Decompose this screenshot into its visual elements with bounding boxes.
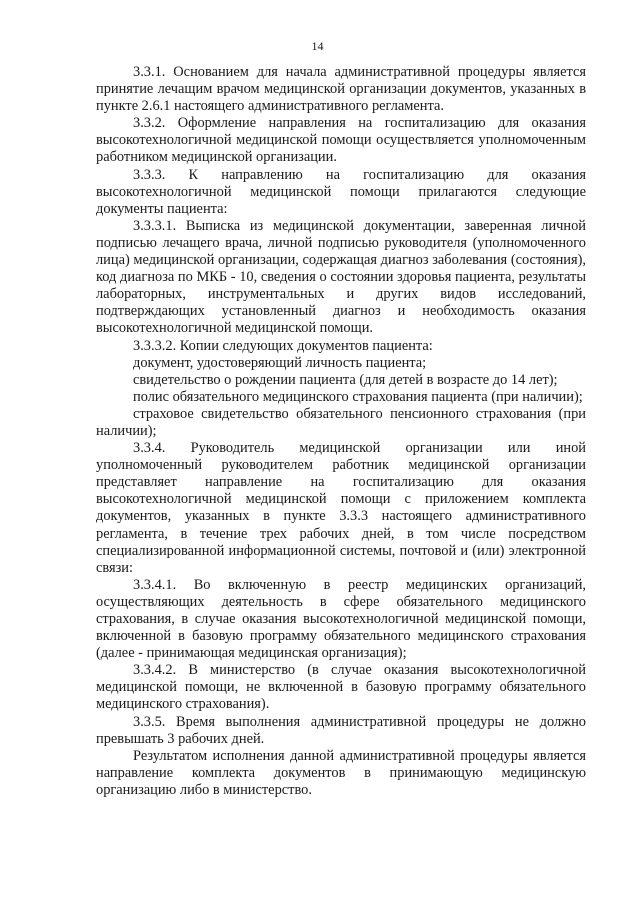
paragraph-3-3-4: 3.3.4. Руководитель медицинской организации или иной уполномоченный руководителем работник медицинской организации представляет направление на госпитализацию для оказания высокотехнологичной медицинской помощи с приложением комплекта документов, указанных в пункте 3.3.3 настоящего административного регламента, в течение трех рабочих дней, в том числе посредством специализированной информационной системы, почтовой и (или) электронной связи: <box>96 440 586 576</box>
paragraph-3-3-4-2: 3.3.4.2. В министерство (в случае оказания высокотехнологичной медицинской помощи, не включенной в базовую программу обязательного медицинского страхования). <box>96 662 586 713</box>
paragraph-3-3-3-2: 3.3.3.2. Копии следующих документов пациента: <box>133 337 433 354</box>
paragraph-3-3-3: 3.3.3. К направлению на госпитализацию для оказания высокотехнологичной медицинской помощи прилагаются следующие документы пациента: <box>96 166 586 217</box>
paragraph-3-3-4-1: 3.3.4.1. Во включенную в реестр медицинских организаций, осуществляющих деятельность в сфере обязательного медицинского страхования, в случае оказания высокотехнологичной медицинской помощи, включенной в базовую программу обязательного медицинского страхования (далее - принимающая медицинская организация); <box>96 576 586 662</box>
list-item-identity-document: документ, удостоверяющий личность пациента; <box>133 354 427 371</box>
paragraph-result: Результатом исполнения данной административной процедуры является направление комплекта документов в принимающую медицинскую организацию либо в министерство. <box>96 747 586 798</box>
paragraph-3-3-1: 3.3.1. Основанием для начала административной процедуры является принятие лечащим врачом медицинской организации документов, указанных в пункте 2.6.1 настоящего административного регламента. <box>96 64 586 115</box>
paragraph-3-3-2: 3.3.2. Оформление направления на госпитализацию для оказания высокотехнологичной медицинской помощи осуществляется уполномоченным работником медицинской организации. <box>96 115 586 166</box>
page-number: 14 <box>311 39 324 53</box>
list-item-birth-certificate: свидетельство о рождении пациента (для детей в возрасте до 14 лет); <box>133 371 558 388</box>
paragraph-3-3-5: 3.3.5. Время выполнения административной процедуры не должно превышать 3 рабочих дней. <box>96 713 586 747</box>
paragraph-3-3-3-1: 3.3.3.1. Выписка из медицинской документации, заверенная личной подписью лечащего врача, личной подписью руководителя (уполномоченного лица) медицинской организации, содержащая диагноз заболевания (состояния), код диагноза по МКБ - 10, сведения о состоянии здоровья пациента, результаты лабораторных, инструментальных и других видов исследований, подтверждающих установленный диагноз и необходимость оказания высокотехнологичной медицинской помощи. <box>96 217 586 337</box>
list-item-pension-certificate: страховое свидетельство обязательного пенсионного страхования (при наличии); <box>96 405 586 439</box>
list-item-insurance-policy: полис обязательного медицинского страхования пациента (при наличии); <box>133 388 583 405</box>
document-body <box>96 64 586 799</box>
